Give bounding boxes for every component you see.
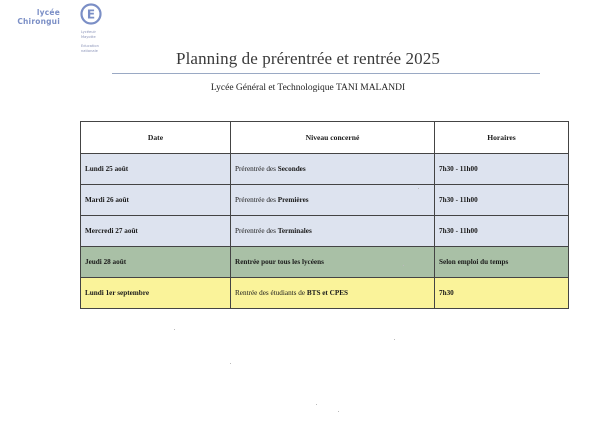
table-row bbox=[81, 247, 569, 278]
schedule-table bbox=[80, 121, 569, 309]
scan-speck bbox=[230, 363, 231, 364]
page-title: Planning de prérentrée et rentrée 2025 bbox=[176, 49, 440, 68]
level-group: Premières bbox=[277, 196, 309, 204]
scan-speck bbox=[338, 411, 339, 412]
cell-hours: 7h30 - 11h00 bbox=[435, 185, 569, 216]
logo-letter: E bbox=[86, 7, 96, 22]
logo-e-emblem bbox=[80, 3, 102, 25]
level-group: Secondes bbox=[277, 165, 306, 173]
header-level: Niveau concerné bbox=[231, 122, 435, 154]
level-group: BTS et CPES bbox=[306, 289, 348, 297]
table-row bbox=[81, 185, 569, 216]
logo-small-line1: Lycéeuir bbox=[81, 30, 96, 34]
cell-hours: 7h30 - 11h00 bbox=[435, 216, 569, 247]
table-row bbox=[81, 278, 569, 309]
table-row bbox=[81, 154, 569, 185]
cell-hours: 7h30 bbox=[435, 278, 569, 309]
table-row bbox=[81, 216, 569, 247]
cell-hours: 7h30 - 11h00 bbox=[435, 154, 569, 185]
scan-speck bbox=[174, 329, 175, 330]
level-text: Prérentrée des bbox=[235, 227, 278, 235]
logo-small-line2: Mayotte bbox=[81, 35, 96, 39]
header-date: Date bbox=[81, 122, 231, 154]
logo-small-line4: nationale bbox=[81, 49, 98, 53]
logo-text-line1: lycée bbox=[36, 8, 60, 17]
level-group: Terminales bbox=[277, 227, 312, 235]
cell-level bbox=[231, 247, 435, 278]
logo-text-line2: Chirongui bbox=[17, 17, 60, 26]
logo-small-line3: Education bbox=[81, 44, 99, 48]
level-text: Prérentrée des bbox=[235, 196, 278, 204]
header-hours: Horaires bbox=[435, 122, 569, 154]
cell-date: Jeudi 28 août bbox=[81, 247, 231, 278]
cell-level bbox=[231, 154, 435, 185]
scan-speck bbox=[418, 188, 419, 189]
scan-speck bbox=[403, 265, 404, 266]
cell-date: Mardi 26 août bbox=[81, 185, 231, 216]
title-divider bbox=[112, 73, 540, 74]
cell-level bbox=[231, 278, 435, 309]
level-text: Rentrée des étudiants de bbox=[235, 289, 307, 297]
level-group: Rentrée pour tous les lycéens bbox=[235, 258, 324, 266]
cell-level bbox=[231, 216, 435, 247]
cell-date: Lundi 1er septembre bbox=[81, 278, 231, 309]
scan-speck bbox=[394, 339, 395, 340]
level-text: Prérentrée des bbox=[235, 165, 278, 173]
cell-date: Mercredi 27 août bbox=[81, 216, 231, 247]
table-header-row bbox=[81, 122, 569, 154]
scan-speck bbox=[316, 404, 317, 405]
cell-date: Lundi 25 août bbox=[81, 154, 231, 185]
cell-hours: Selon emploi du temps bbox=[435, 247, 569, 278]
cell-level bbox=[231, 185, 435, 216]
page-subtitle: Lycée Général et Technologique TANI MALANDI bbox=[210, 83, 406, 93]
